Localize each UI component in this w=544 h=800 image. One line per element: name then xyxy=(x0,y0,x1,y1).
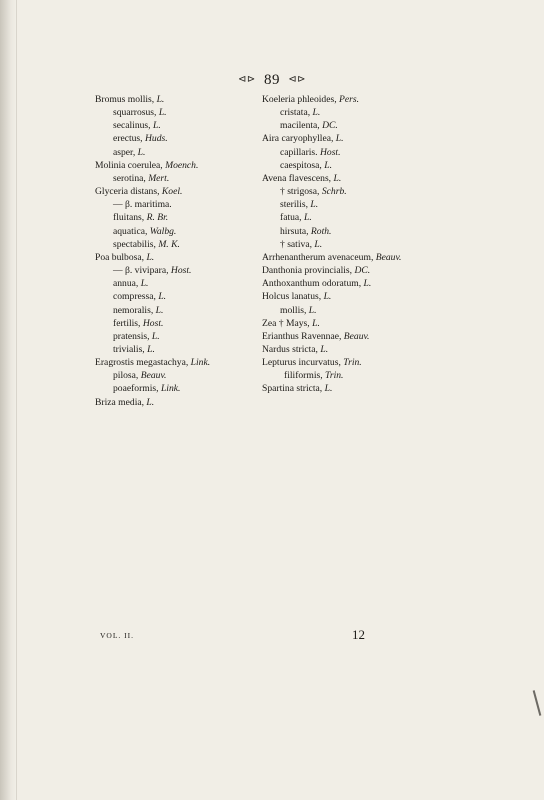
species-name: trivialis, xyxy=(113,343,145,355)
species-entry xyxy=(95,382,260,395)
species-entry xyxy=(262,185,462,198)
species-name: sterilis, xyxy=(280,199,308,211)
species-entry xyxy=(262,238,462,251)
species-name: serotina, xyxy=(113,172,146,184)
species-name: mollis, xyxy=(280,304,307,316)
species-entry xyxy=(95,238,260,251)
species-authority: R. Br. xyxy=(146,212,169,224)
species-name: — β. vivipara, xyxy=(113,265,169,277)
species-name: capillaris. xyxy=(280,146,318,158)
species-authority: Beauv. xyxy=(375,251,402,263)
species-entry xyxy=(262,146,462,159)
species-name: pratensis, xyxy=(113,330,150,342)
species-authority: Beauv. xyxy=(343,330,370,342)
species-entry xyxy=(95,330,260,343)
species-name: Danthonia provincialis, xyxy=(262,265,353,277)
species-entry xyxy=(95,343,260,356)
species-name: Zea † Mays, xyxy=(262,317,310,329)
species-authority: L. xyxy=(303,212,312,224)
species-authority: L. xyxy=(151,330,160,342)
species-entry xyxy=(262,172,462,185)
species-name: Koeleria phleoides, xyxy=(262,94,337,105)
species-name: Eragrostis megastachya, xyxy=(95,357,189,369)
species-entry xyxy=(262,317,462,330)
species-entry xyxy=(262,211,462,224)
species-authority: Host. xyxy=(170,265,192,277)
species-entry xyxy=(262,198,462,211)
species-entry xyxy=(262,225,462,238)
species-authority: L. xyxy=(140,278,149,290)
species-authority: L. xyxy=(158,291,167,303)
species-name: Molinia coerulea, xyxy=(95,159,163,171)
species-entry xyxy=(262,290,462,303)
species-authority: Huds. xyxy=(144,133,168,145)
species-name: secalinus, xyxy=(113,120,151,132)
species-authority: Host. xyxy=(142,317,164,329)
species-authority: L. xyxy=(308,304,317,316)
species-authority: M. K. xyxy=(158,238,180,250)
species-authority: L. xyxy=(312,317,320,329)
species-name: filiformis, xyxy=(284,370,323,382)
species-authority: Moench. xyxy=(165,159,199,171)
species-authority: L. xyxy=(335,133,344,145)
species-entry xyxy=(95,185,260,198)
species-name: Bromus mollis, xyxy=(95,94,155,105)
species-entry xyxy=(95,132,260,145)
species-entry xyxy=(262,304,462,317)
species-authority: Host. xyxy=(319,146,341,158)
volume-label: VOL. II. xyxy=(100,631,135,640)
species-authority: Mert. xyxy=(148,172,170,184)
species-entry xyxy=(95,356,260,369)
species-authority: L. xyxy=(323,291,332,303)
signature-mark: 12 xyxy=(352,627,365,642)
species-name: macilenta, xyxy=(280,120,320,132)
species-authority: L. xyxy=(156,94,165,105)
species-name: fertilis, xyxy=(113,317,141,329)
species-entry xyxy=(262,277,462,290)
species-entry xyxy=(95,264,260,277)
species-entry xyxy=(262,251,462,264)
species-entry xyxy=(262,382,462,395)
species-entry xyxy=(95,277,260,290)
species-name: † strigosa, xyxy=(280,186,320,198)
species-name: Spartina stricta, xyxy=(262,383,323,395)
species-authority: Link. xyxy=(190,357,211,369)
species-entry xyxy=(262,264,462,277)
species-authority: L. xyxy=(158,107,167,119)
species-entry xyxy=(95,225,260,238)
margin-mark xyxy=(533,690,542,716)
species-name: spectabilis, xyxy=(113,238,156,250)
species-authority: Koel. xyxy=(161,186,183,198)
species-entry xyxy=(95,159,260,172)
species-entry xyxy=(95,119,260,132)
species-authority: L. xyxy=(320,343,329,355)
species-authority: Trin. xyxy=(325,370,344,382)
species-name: asper, xyxy=(113,146,136,158)
species-entry xyxy=(262,93,462,106)
right-species-column xyxy=(262,93,462,396)
species-entry xyxy=(95,146,260,159)
species-name: — β. maritima. xyxy=(113,199,172,211)
species-entry xyxy=(95,290,260,303)
species-entry xyxy=(262,132,462,145)
species-authority: Beauv. xyxy=(140,370,167,382)
species-authority: Trin. xyxy=(343,357,362,369)
species-entry xyxy=(262,356,462,369)
species-name: Avena flavescens, xyxy=(262,172,332,184)
species-name: Holcus lanatus, xyxy=(262,291,322,303)
page-header xyxy=(0,72,544,89)
species-entry xyxy=(95,317,260,330)
species-name: † sativa, xyxy=(280,238,312,250)
species-authority: L. xyxy=(310,199,319,211)
species-name: Erianthus Ravennae, xyxy=(262,330,342,342)
species-entry xyxy=(262,369,462,382)
species-entry xyxy=(95,93,260,106)
species-authority: Walbg. xyxy=(149,225,177,237)
species-name: Lepturus incurvatus, xyxy=(262,357,341,369)
species-authority: L. xyxy=(152,120,161,132)
species-entry xyxy=(262,159,462,172)
species-entry xyxy=(95,198,260,211)
ornament-left: ⊲⊳ xyxy=(237,74,256,85)
species-authority: DC. xyxy=(354,265,371,277)
species-name: fluitans, xyxy=(113,212,145,224)
species-name: nemoralis, xyxy=(113,304,154,316)
species-authority: L. xyxy=(324,159,332,171)
species-entry xyxy=(95,211,260,224)
ornament-right: ⊲⊳ xyxy=(288,74,307,85)
species-name: Poa bulbosa, xyxy=(95,251,145,263)
species-entry xyxy=(262,106,462,119)
species-authority: L. xyxy=(147,343,155,355)
species-name: Briza media, xyxy=(95,396,145,408)
species-name: Anthoxanthum odoratum, xyxy=(262,278,362,290)
species-name: Aira caryophyllea, xyxy=(262,133,334,145)
spine-shadow xyxy=(0,0,16,800)
left-species-column xyxy=(95,93,260,409)
species-name: aquatica, xyxy=(113,225,148,237)
species-authority: L. xyxy=(324,383,333,395)
species-authority: L. xyxy=(363,278,372,290)
species-authority: Schrb. xyxy=(321,186,347,198)
species-name: Arrhenantherum avenaceum, xyxy=(262,251,374,263)
species-name: compressa, xyxy=(113,291,156,303)
species-entry xyxy=(95,106,260,119)
species-authority: DC. xyxy=(322,120,338,132)
species-entry xyxy=(262,119,462,132)
page-number: 89 xyxy=(264,72,280,88)
species-entry xyxy=(95,172,260,185)
species-name: erectus, xyxy=(113,133,143,145)
species-entry xyxy=(95,396,260,409)
species-entry xyxy=(95,304,260,317)
species-name: poaeformis, xyxy=(113,383,159,395)
species-authority: L. xyxy=(146,396,155,408)
species-name: fatua, xyxy=(280,212,302,224)
species-authority: L. xyxy=(314,238,323,250)
species-authority: L. xyxy=(333,172,342,184)
species-authority: Pers. xyxy=(339,94,359,105)
species-name: pilosa, xyxy=(113,370,139,382)
species-name: Glyceria distans, xyxy=(95,186,160,198)
species-name: squarrosus, xyxy=(113,107,157,119)
species-authority: L. xyxy=(312,107,321,119)
species-name: hirsuta, xyxy=(280,225,309,237)
species-entry xyxy=(262,330,462,343)
species-entry xyxy=(95,369,260,382)
species-name: Nardus stricta, xyxy=(262,343,318,355)
species-entry xyxy=(262,343,462,356)
species-authority: Link. xyxy=(160,383,181,395)
species-authority: Roth. xyxy=(310,225,332,237)
species-entry xyxy=(95,251,260,264)
page-fold-line xyxy=(16,0,17,800)
species-authority: L. xyxy=(155,304,164,316)
species-name: caespitosa, xyxy=(280,159,322,171)
species-name: cristata, xyxy=(280,107,311,119)
species-authority: L. xyxy=(137,146,146,158)
species-authority: L. xyxy=(146,251,155,263)
species-name: annua, xyxy=(113,278,139,290)
